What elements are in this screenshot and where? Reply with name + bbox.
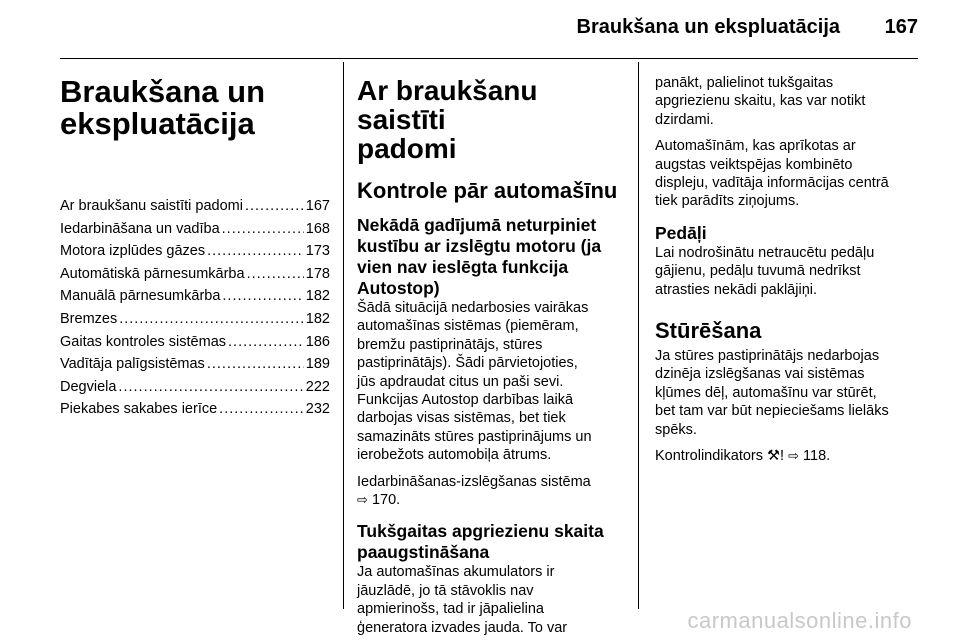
text-line: Lai nodrošinātu netraucētu pedāļu <box>655 244 875 261</box>
page-number: 167 <box>884 16 918 38</box>
text-line: tiek parādīts ziņojums. <box>655 193 800 210</box>
toc-label: Ar braukšanu saistīti padomi <box>60 198 243 214</box>
toc-leader <box>222 288 303 304</box>
toc-entry[interactable] <box>60 221 330 244</box>
column-divider <box>343 62 344 609</box>
cross-reference[interactable] <box>788 448 830 464</box>
toc-leader <box>219 401 304 417</box>
toc-leader <box>222 221 304 237</box>
table-of-contents <box>60 198 330 424</box>
toc-page: 186 <box>305 333 330 350</box>
toc-label: Degviela <box>60 378 117 395</box>
watermark: carmanualsonline.info <box>687 608 912 633</box>
toc-entry[interactable] <box>60 401 330 424</box>
steering-warning-icon: ⚒! <box>767 448 785 465</box>
text-line: dzirdami. <box>655 111 714 128</box>
page-header <box>0 0 960 60</box>
toc-page: 232 <box>305 401 330 418</box>
chapter-title <box>60 76 330 140</box>
chapter-title-line: ekspluatācija <box>60 106 255 141</box>
toc-leader <box>245 198 304 214</box>
text-line: ierobežots automobiļa ātrums. <box>357 447 552 464</box>
topic-heading-line: Tukšgaitas apgriezienu skaita <box>357 521 604 542</box>
toc-leader <box>118 379 303 395</box>
arrow-reference-icon: ⇨ <box>788 448 799 464</box>
paragraph <box>655 447 923 465</box>
text-line: jūs apdraudat citus un paši sevi. <box>357 373 564 390</box>
running-title: Braukšana un ekspluatācija <box>576 16 840 38</box>
text-line: dzinēja izslēgšanas vai sistēmas <box>655 366 865 383</box>
text-line: automašīnas sistēmas (piemēram, <box>357 318 579 335</box>
toc-page: 167 <box>305 198 330 214</box>
text-line: Ja automašīnas akumulators ir <box>357 564 555 581</box>
paragraph <box>655 347 923 439</box>
topic-heading: Pedāļi <box>655 222 707 243</box>
paragraph <box>655 74 923 129</box>
text-line: ģeneratora izvades jauda. To var <box>357 619 568 636</box>
toc-label: Gaitas kontroles sistēmas <box>60 333 227 350</box>
arrow-reference-icon: ⇨ <box>357 492 368 508</box>
reference-page: 118. <box>803 448 831 465</box>
topic-heading <box>357 215 619 299</box>
topic-heading <box>357 521 619 563</box>
text-line: bremžu pastiprinātājs, stūres <box>357 336 543 353</box>
right-column <box>655 62 923 466</box>
column-divider <box>638 62 639 609</box>
text-line: Kontrolindikators <box>655 448 763 465</box>
toc-label: Iedarbināšana un vadība <box>60 220 220 237</box>
topic-heading-line: paaugstināšana <box>357 542 490 563</box>
toc-leader <box>119 311 304 327</box>
toc-entry[interactable] <box>60 379 330 402</box>
cross-reference[interactable] <box>357 491 619 509</box>
toc-leader <box>207 243 304 259</box>
text-line: gājienu, pedāļu tuvumā nedrīkst <box>655 263 861 280</box>
toc-leader <box>207 356 304 372</box>
toc-entry[interactable] <box>60 311 330 334</box>
paragraph <box>655 137 923 211</box>
text-line: Automašīnām, kas aprīkotas ar <box>655 138 856 155</box>
text-line: Funkcijas Autostop darbības laikā <box>357 392 574 409</box>
text-line: Ja stūres pastiprinātājs nedarbojas <box>655 348 880 365</box>
toc-label: Automātiskā pārnesumkārba <box>60 265 245 282</box>
section-heading <box>357 76 619 163</box>
subsection-heading: Stūrēšana <box>655 318 762 344</box>
toc-page: 182 <box>305 310 330 327</box>
toc-label: Bremzes <box>60 310 118 327</box>
chapter-column <box>60 62 330 424</box>
text-line: panākt, palielinot tukšgaitas <box>655 75 834 91</box>
paragraph <box>357 473 619 510</box>
text-line: darbojas visas sistēmas, bet tiek <box>357 410 566 427</box>
header-rule <box>60 58 918 59</box>
text-line: samazināts stūres pastiprinājums un <box>357 428 592 445</box>
text-line: augstas veiktspējas kombinēto <box>655 156 853 173</box>
toc-entry[interactable] <box>60 266 330 289</box>
toc-entry[interactable] <box>60 288 330 311</box>
toc-entry[interactable] <box>60 243 330 266</box>
text-line: kļūmes dēļ, automašīnu var stūrēt, <box>655 384 877 401</box>
text-line: Iedarbināšanas-izslēgšanas sistēma <box>357 473 591 490</box>
toc-leader <box>247 266 304 282</box>
toc-page: 182 <box>305 288 330 305</box>
toc-label: Manuālā pārnesumkārba <box>60 288 221 305</box>
middle-column <box>357 62 619 637</box>
topic-heading-line: Autostop) <box>357 278 440 298</box>
toc-entry[interactable] <box>60 334 330 357</box>
toc-label: Piekabes sakabes ierīce <box>60 401 218 418</box>
chapter-title-line: Braukšana un <box>60 74 266 109</box>
section-heading-line: Ar braukšanu saistīti <box>357 75 538 135</box>
toc-label: Vadītāja palīgsistēmas <box>60 356 205 373</box>
toc-entry[interactable] <box>60 356 330 379</box>
toc-page: 222 <box>305 378 330 395</box>
topic-heading-line: kustību ar izslēgtu motoru (ja <box>357 236 602 256</box>
text-line: atrasties nekādi paklājiņi. <box>655 281 818 298</box>
toc-entry[interactable] <box>60 198 330 221</box>
text-line: pastiprinātājs). Šādi pārvietojoties, <box>357 355 578 372</box>
text-line: apmierinošs, tad ir jāpalielina <box>357 601 544 618</box>
text-line: jāuzlādē, jo tā stāvoklis nav <box>357 582 534 599</box>
paragraph <box>655 244 923 299</box>
subsection-heading: Kontrole pār automašīnu <box>357 178 618 203</box>
paragraph <box>357 299 619 465</box>
section-heading-line: padomi <box>357 133 457 164</box>
toc-label: Motora izplūdes gāzes <box>60 243 206 260</box>
toc-page: 168 <box>305 220 330 237</box>
reference-page: 170. <box>371 492 401 509</box>
toc-page: 189 <box>305 356 330 373</box>
topic-heading-line: Nekādā gadījumā neturpiniet <box>357 215 597 235</box>
text-line: spēks. <box>655 421 697 438</box>
paragraph <box>357 563 619 637</box>
text-line: Šādā situācijā nedarbosies vairākas <box>357 300 589 316</box>
toc-page: 178 <box>305 265 330 282</box>
toc-leader <box>228 334 304 350</box>
topic-heading-line: vien nav ieslēgta funkcija <box>357 257 569 277</box>
text-line: apgriezienu skaitu, kas var notikt <box>655 93 866 110</box>
text-line: displeju, vadītāja informācijas centrā <box>655 175 889 192</box>
text-line: bet tam var būt nepieciešams lielāks <box>655 403 889 420</box>
toc-page: 173 <box>305 243 330 260</box>
